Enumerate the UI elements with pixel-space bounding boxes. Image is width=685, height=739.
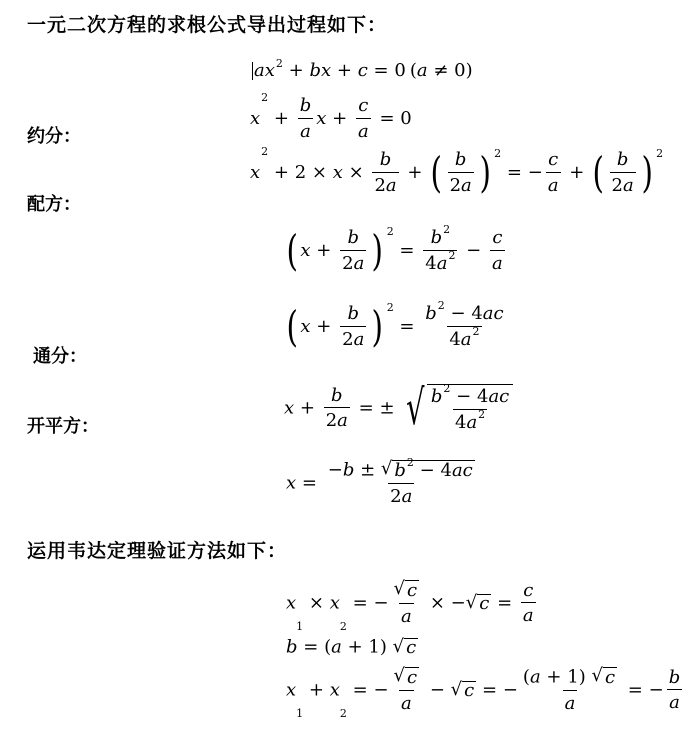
step-label-common-denominator: 通分： [33, 346, 87, 367]
derivation-heading: 一元二次方程的求根公式导出过程如下： [27, 14, 388, 36]
equation-quadratic-formula: x = −b ± √ $b^2 - 4ac$ 2a [286, 456, 473, 507]
step-label-complete-square: 配方： [27, 194, 81, 215]
equation-complete-square: $x^2 + 2 \times x$ × $\frac{b}{2a}$ + ( $\frac{b}{2a}$ ) $^2$ = − $\frac{c}{a}$ + ( $\frac{b}{2a}$ ) $^2$ [250, 145, 664, 197]
equation-common-denominator: ( x + $\frac{b}{2a}$ ) $^2$ = $\frac{b^2 - 4ac}{4a^2}$ [286, 299, 504, 351]
equation-vieta-b: b = (a + 1) √ c [286, 636, 417, 658]
step-label-square-root: 开平方： [27, 416, 99, 437]
equation-squared-binomial: ( x + $\frac{b}{2a}$ ) $^2$ = $\frac{b^2}{4a^2}$ − $\frac{c}{a}$ [286, 223, 503, 275]
equation-standard-form: $ax^2$ + bx + c = 0 (a ≠ 0) [254, 57, 473, 81]
square-root-sign: √ $\frac{b^2 - 4ac}{4a^2}$ [400, 384, 513, 433]
text-cursor [252, 62, 253, 80]
fraction-c-over-a: $\frac{c}{a}$ [357, 95, 369, 142]
equation-vieta-product: $x_1 \times x_2$ = − √ c a × − √ c = $\frac{c}{a}$ [286, 578, 534, 633]
fraction-b-over-a: $\frac{b}{a}$ [299, 95, 312, 142]
equation-vieta-sum: $x_1 + x_2$ = − √ c a − √ c = − (a + 1) √ c a = − $\frac{b}{a}$ [286, 665, 681, 720]
vieta-heading: 运用韦达定理验证方法如下： [27, 540, 288, 562]
step-label-reduce: 约分： [27, 126, 81, 147]
equation-reduced: $x^2$ + $\frac{b}{a}$ x + $\frac{c}{a}$ = 0 [250, 91, 412, 142]
equation-square-root: x + $\frac{b}{2a}$ = ± √ $\frac{b^2 - 4ac}{4a^2}$ [284, 384, 513, 433]
